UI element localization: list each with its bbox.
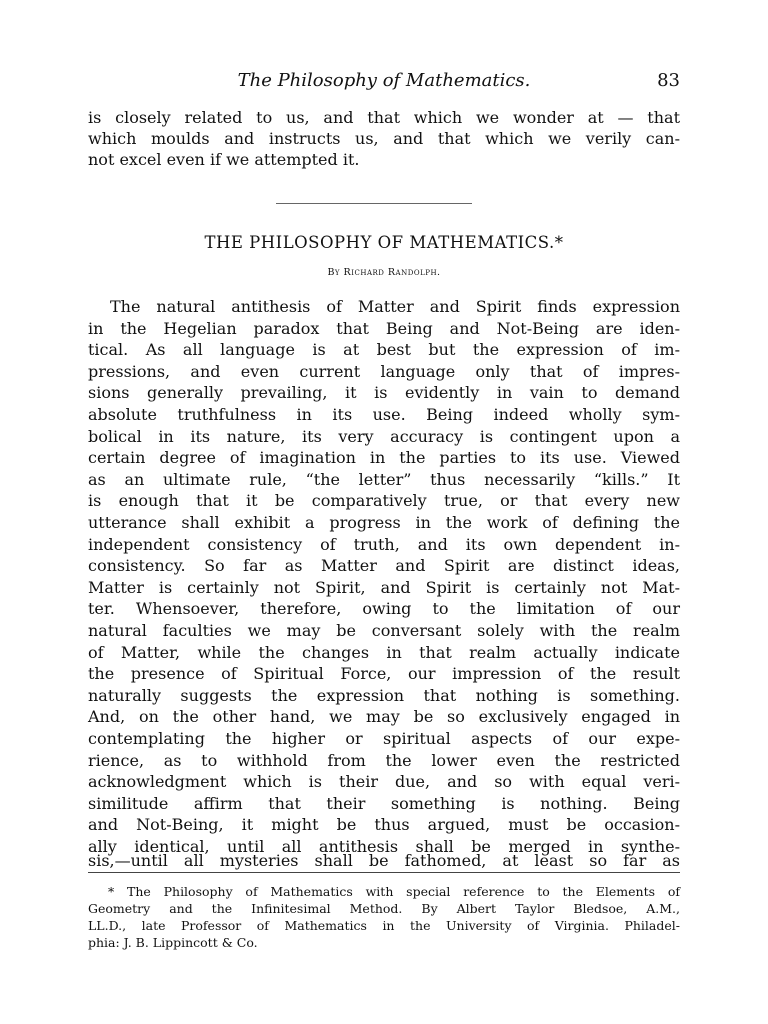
article-byline: By Richard Randolph.: [327, 267, 441, 278]
text-line: in the Hegelian paradox that Being and Not-Being are iden-: [88, 318, 680, 338]
footnote-line: phia: J. B. Lippincott & Co.: [88, 935, 258, 950]
text-line: which moulds and instructs us, and that which we verily can-: [88, 129, 680, 148]
footnote-line: * The Philosophy of Mathematics with special reference to the Elements of: [108, 884, 680, 899]
section-separator: [276, 203, 472, 204]
text-line: sions generally prevailing, it is evidently in vain to demand: [88, 383, 680, 403]
text-line: the presence of Spiritual Force, our impression of the result: [88, 664, 680, 684]
text-line: ally identical, until all antithesis shall be merged in synthe-: [88, 837, 680, 856]
text-line: contemplating the higher or spiritual aspects of our expe-: [88, 729, 680, 748]
text-line: ter. Whensoever, therefore, owing to the limitation of our: [88, 599, 680, 619]
text-line: naturally suggests the expression that nothing is something.: [88, 685, 680, 705]
text-line: and Not-Being, it might be thus argued, must be occasion-: [88, 815, 680, 835]
text-line: Matter is certainly not Spirit, and Spirit is certainly not Mat-: [88, 577, 680, 597]
text-line: natural faculties we may be conversant solely with the realm: [88, 621, 680, 640]
text-line: not excel even if we attempted it.: [88, 150, 360, 169]
footnote-line: Geometry and the Infinitesimal Method. By Albert Taylor Bledsoe, A.M.,: [88, 901, 680, 916]
running-head: [88, 70, 680, 94]
text-line: certain degree of imagination in the parties to its use. Viewed: [88, 448, 680, 468]
text-line: The natural antithesis of Matter and Spirit finds expression: [110, 297, 680, 316]
footnote-line: LL.D., late Professor of Mathematics in the University of Virginia. Philadel-: [88, 918, 680, 933]
text-line: is enough that it be comparatively true, or that every new: [88, 491, 680, 511]
running-title: The Philosophy of Mathematics.: [237, 70, 531, 91]
text-line: And, on the other hand, we may be so exclusively engaged in: [88, 707, 680, 727]
text-line: similitude affirm that their something is nothing. Being: [88, 793, 680, 813]
text-line: tical. As all language is at best but the expression of im-: [88, 340, 680, 360]
text-line: rience, as to withhold from the lower even the restricted: [88, 750, 680, 770]
text-line: is closely related to us, and that which we wonder at — that: [88, 108, 680, 127]
text-line: absolute truthfulness in its use. Being indeed wholly sym-: [88, 405, 680, 424]
text-line: of Matter, while the changes in that realm actually indicate: [88, 642, 680, 662]
text-line: bolical in its nature, its very accuracy is contingent upon a: [88, 426, 680, 446]
article-title: THE PHILOSOPHY OF MATHEMATICS.*: [204, 233, 564, 252]
footnote-rule: [88, 872, 680, 873]
text-line: sis,—until all mysteries shall be fathomed, at least so far as: [88, 850, 680, 870]
text-line: consistency. So far as Matter and Spirit are distinct ideas,: [88, 556, 680, 576]
text-line: as an ultimate rule, “the letter” thus necessarily “kills.” It: [88, 469, 680, 489]
page-number: 83: [657, 70, 680, 91]
text-line: independent consistency of truth, and its own dependent in-: [88, 534, 680, 554]
text-line: utterance shall exhibit a progress in the work of defining the: [88, 513, 680, 532]
text-line: acknowledgment which is their due, and so with equal veri-: [88, 772, 680, 792]
text-line: pressions, and even current language only that of impres-: [88, 361, 680, 381]
